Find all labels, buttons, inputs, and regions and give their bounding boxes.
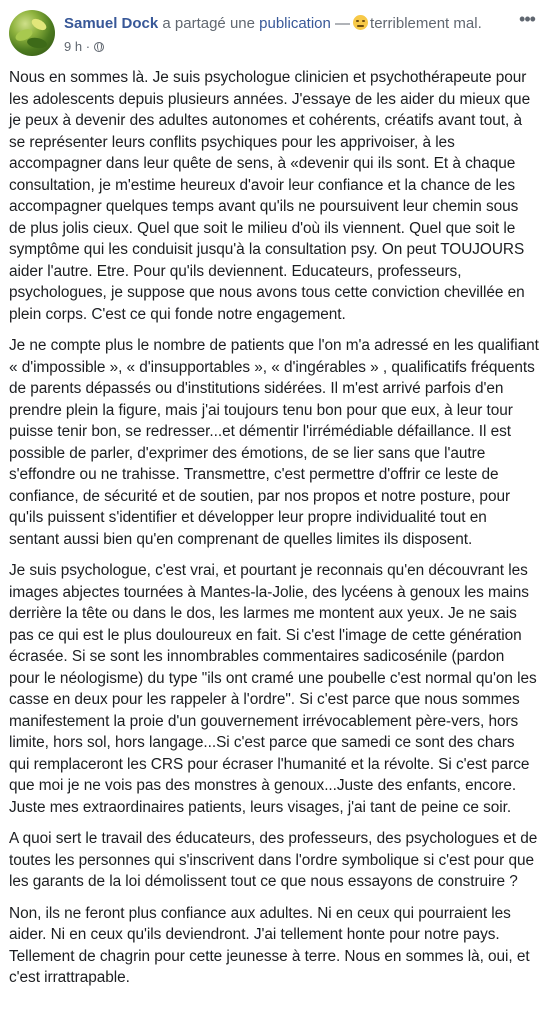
post-paragraph-2: Je ne compte plus le nombre de patients que l'on m'a adressé en les qualifiant « d'impossible », « d'insupportables », « d'ingérables » , qualificatifs fréquents de parents dépassés ou d'institutions sidérées. Il m'est arrivé parfois d'en prendre plein la figure, mais j'ai toujours tenu bon pour que eux, à leur tour puisse tenir bon, se redresser...et démentir l'irrémédiable défaillance. Il est possible de parler, d'exprimer des émotions, de se lier sans que l'autre s'effondre ou ne trahisse. Transmettre, c'est permettre d'offrir ce leste de confiance, de sécurité et de soutien, par nos propos et notre posture, pour qu'ils puissent s'identifier et développer leur propre individualité tout en sentant aussi bien qu'en comprenant de quelles limites ils disposent. — [9, 337, 539, 548]
publication-link[interactable]: publication — [259, 15, 331, 32]
meta-separator: · — [85, 39, 91, 54]
post-headline — [64, 14, 482, 34]
post-paragraph-3: Je suis psychologue, c'est vrai, et pourtant je reconnais qu'en découvrant les images abjectes tournées à Mantes-la-Jolie, des lycéens à genoux les mains derrière la tête ou dans le dos, les larmes me montent aux yeux. Je ne sais pas ce qui est le plus douloureux en fait. Si c'est l'image de cette génération écrasée. Si se sont les innombrables commentaires sadicosénile (pardon pour le néologisme) du type "ils ont cramé une poubelle c'est normal qu'on les casse en deux pour les rappeler à l'ordre". Si c'est parce que nous sommes manifestement la proie d'un gouvernement irrévocablement père-vers, hors limite, hors sol, hors langage...Si c'est parce que samedi ce sont des chars qui remplaceront les CRS pour écraser l'humanité et la révolte. Si c'est parce que moi je ne vois pas des monstres à genoux...Juste des enfants, encore. Juste mes extraordinaires patients, leurs visages, j'ai tant de peine ce soir. — [9, 562, 537, 816]
feeling-text: terriblement mal. — [370, 15, 482, 32]
more-options-icon[interactable]: ••• — [519, 9, 535, 29]
post-paragraph-5: Non, ils ne feront plus confiance aux adultes. Ni en ceux qui pourraient les aider. Ni en ceux qu'ils deviendront. J'ai tellement honte pour notre pays. Tellement de chagrin pour cette jeunesse à terre. Nous en sommes là, oui, et c'est irrattrapable. — [9, 904, 530, 986]
share-action-text: a partagé une — [162, 15, 255, 32]
post-paragraph-1: Nous en sommes là. Je suis psychologue clinicien et psychothérapeute pour les adolescents depuis plusieurs années. J'essaye de les aider du mieux que je peux à devenir des adultes autonomes et cohérents, créatifs avant tout, à se représenter leurs conflits psychiques pour les apprivoiser, à les accompagner dans leur quête de sens, à «devenir qui ils sont. Et à chaque consultation, je m'estime heureux d'avoir leur confiance et la chance de les accompagner quelques temps avant qu'ils ne poursuivent leur chemin sous de plus jolis cieux. Quel que soit le milieu d'où ils viennent. Quel que soit le symptôme qui les conduisit jusqu'à la consultation psy. On peut TOUJOURS aider l'autre. Etre. Pour qu'ils deviennent. Educateurs, professeurs, psychologues, je suppose que nous avons tous cette conviction chevillée en plein corps. C'est ce qui fonde notre engagement. — [9, 69, 531, 323]
public-globe-icon[interactable] — [94, 42, 104, 52]
post-body — [9, 67, 539, 999]
author-name-link[interactable]: Samuel Dock — [64, 15, 159, 32]
sad-face-emoji-icon — [353, 15, 368, 30]
post-meta — [64, 38, 104, 56]
post-header — [9, 10, 539, 60]
post-paragraph-4: A quoi sert le travail des éducateurs, des professeurs, des psychologues et de toutes les personnes qui s'inscrivent dans l'ordre symbolique si c'est pour que les garants de la loi démolissent tout ce que nous essayons de construire ? — [9, 830, 538, 890]
post-timestamp[interactable]: 9 h — [64, 39, 83, 54]
author-avatar[interactable] — [9, 10, 55, 56]
feeling-separator: — — [335, 15, 351, 32]
